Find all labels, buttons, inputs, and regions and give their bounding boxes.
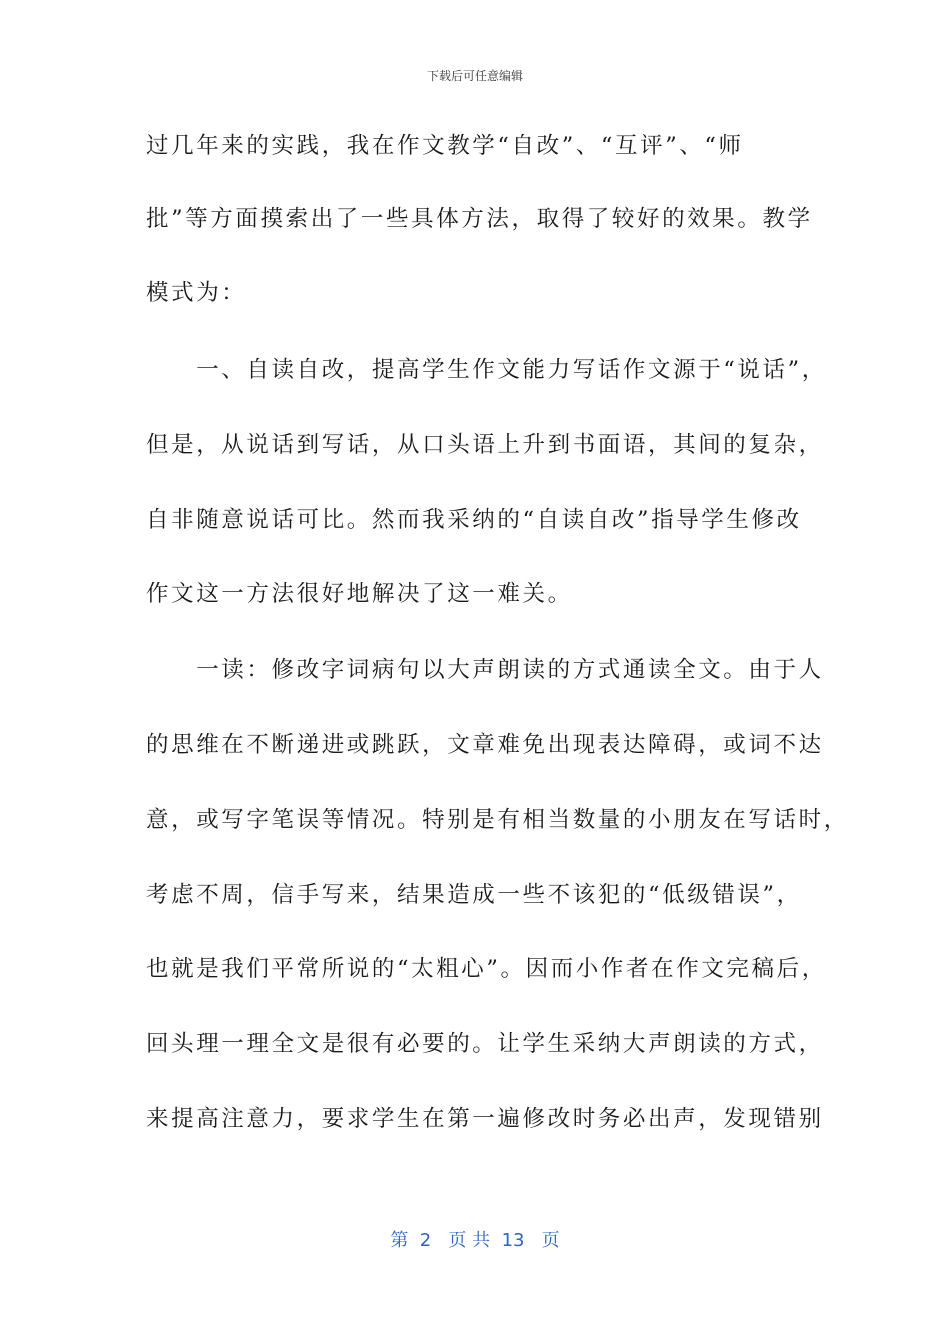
text-line: 也就是我们平常所说的“太粗心”。因而小作者在作文完稿后，	[146, 956, 827, 982]
text-line: 作文这一方法很好地解决了这一难关。	[146, 581, 573, 607]
text-line: 回头理一理全文是很有必要的。让学生采纳大声朗读的方式，	[146, 1031, 824, 1057]
text-line: 一、自读自改，提高学生作文能力写话作文源于“说话”，	[146, 357, 827, 383]
page-number-footer: 第 2 页 共 13 页	[390, 1230, 560, 1251]
text-line: 模式为：	[146, 280, 247, 306]
text-line: 的思维在不断递进或跳跃，文章难免出现表达障碍，或词不达	[146, 732, 824, 758]
text-line: 自非随意说话可比。然而我采纳的“自读自改”指导学生修改	[146, 507, 802, 533]
text-line: 来提高注意力，要求学生在第一遍修改时务必出声，发现错别	[146, 1106, 824, 1132]
text-line: 但是，从说话到写话，从口头语上升到书面语，其间的复杂，	[146, 432, 824, 458]
text-line: 一读：修改字词病句以大声朗读的方式通读全文。由于人	[146, 657, 824, 683]
text-line: 考虑不周，信手写来，结果造成一些不该犯的“低级错误”，	[146, 882, 802, 908]
page-header-note: 下载后可任意编辑	[426, 69, 523, 83]
text-line: 意，或写字笔误等情况。特别是有相当数量的小朋友在写话时，	[146, 807, 849, 833]
text-line: 过几年来的实践，我在作文教学“自改”、“互评”、“师	[146, 133, 744, 159]
text-line: 批”等方面摸索出了一些具体方法，取得了较好的效果。教学	[146, 206, 813, 232]
